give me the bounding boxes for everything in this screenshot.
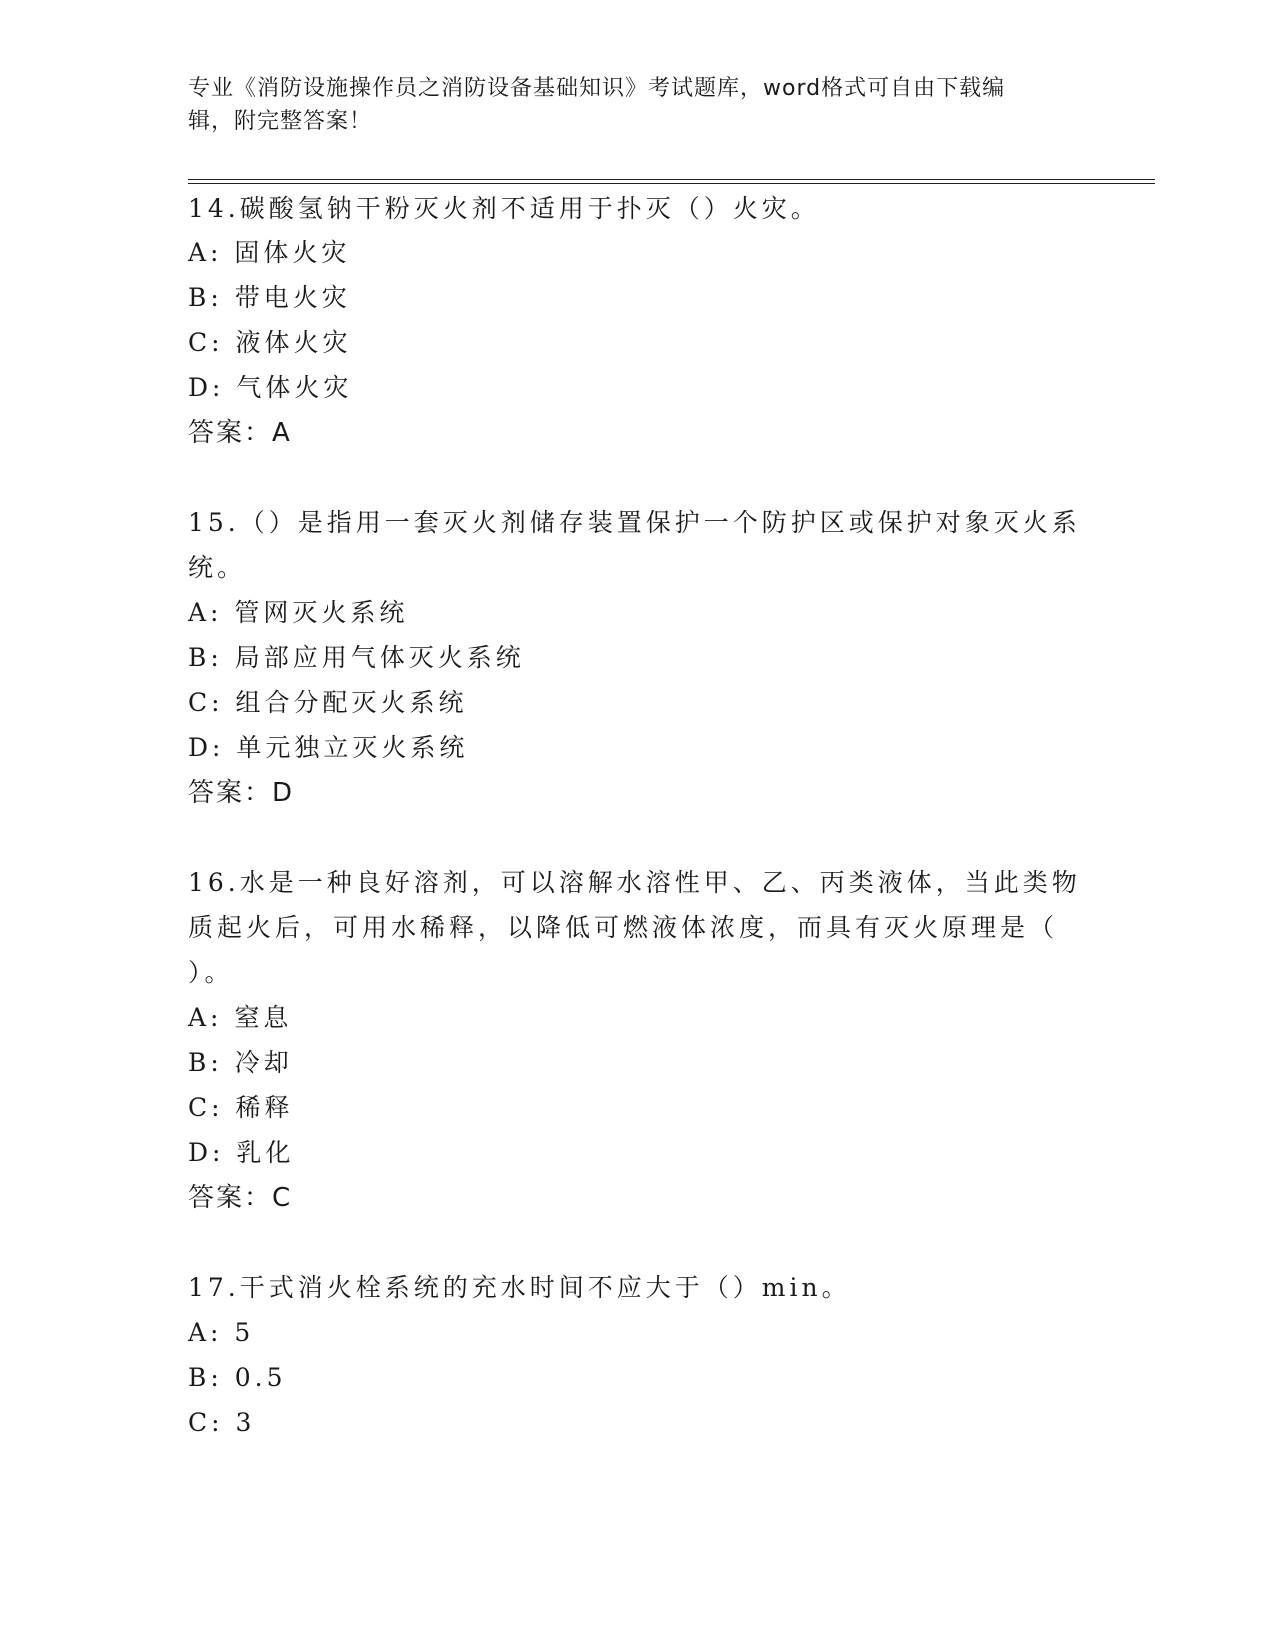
- header-line-2: 辑，附完整答案！: [188, 109, 373, 134]
- question-15-option-d: D: 单元独立灭火系统: [188, 733, 469, 762]
- question-15-stem-line-2: 统。: [188, 553, 247, 582]
- question-17-option-b: B: 0.5: [188, 1363, 287, 1392]
- question-16-stem-line-1: 16.水是一种良好溶剂，可以溶解水溶性甲、乙、丙类液体，当此类物: [188, 868, 1081, 897]
- question-15-option-c: C: 组合分配灭火系统: [188, 688, 468, 717]
- question-17-stem: 17.干式消火栓系统的充水时间不应大于（）min。: [188, 1273, 851, 1302]
- question-16-option-a: A: 窒息: [188, 1003, 293, 1032]
- question-17-option-a: A: 5: [188, 1318, 255, 1347]
- question-14-option-a: A: 固体火灾: [188, 238, 351, 267]
- question-14-option-c: C: 液体火灾: [188, 328, 352, 357]
- question-15-answer: 答案：D: [188, 778, 295, 808]
- question-16-stem-line-3: ）。: [188, 958, 234, 987]
- question-14-option-d: D: 气体火灾: [188, 373, 353, 402]
- question-14-answer: 答案：A: [188, 418, 292, 448]
- header-divider: [188, 179, 1155, 184]
- header-line-1: 专业《消防设施操作员之消防设备基础知识》考试题库，word格式可自由下载编: [188, 76, 1006, 101]
- question-15-stem-line-1: 15.（）是指用一套灭火剂储存装置保护一个防护区或保护对象灭火系: [188, 508, 1081, 537]
- question-15-option-b: B: 局部应用气体灭火系统: [188, 643, 525, 672]
- question-17-option-c: C: 3: [188, 1408, 256, 1437]
- question-16-answer: 答案：C: [188, 1183, 293, 1213]
- question-14-option-b: B: 带电火灾: [188, 283, 351, 312]
- question-16-option-b: B: 冷却: [188, 1048, 293, 1077]
- question-16-option-d: D: 乳化: [188, 1138, 295, 1167]
- question-15-option-a: A: 管网灭火系统: [188, 598, 409, 627]
- question-16-option-c: C: 稀释: [188, 1093, 294, 1122]
- question-16-stem-line-2: 质起火后，可用水稀释，以降低可燃液体浓度，而具有灭火原理是（: [188, 913, 1059, 942]
- document-header: [188, 72, 1088, 138]
- question-14-stem: 14.碳酸氢钠干粉灭火剂不适用于扑灭（）火灾。: [188, 194, 820, 223]
